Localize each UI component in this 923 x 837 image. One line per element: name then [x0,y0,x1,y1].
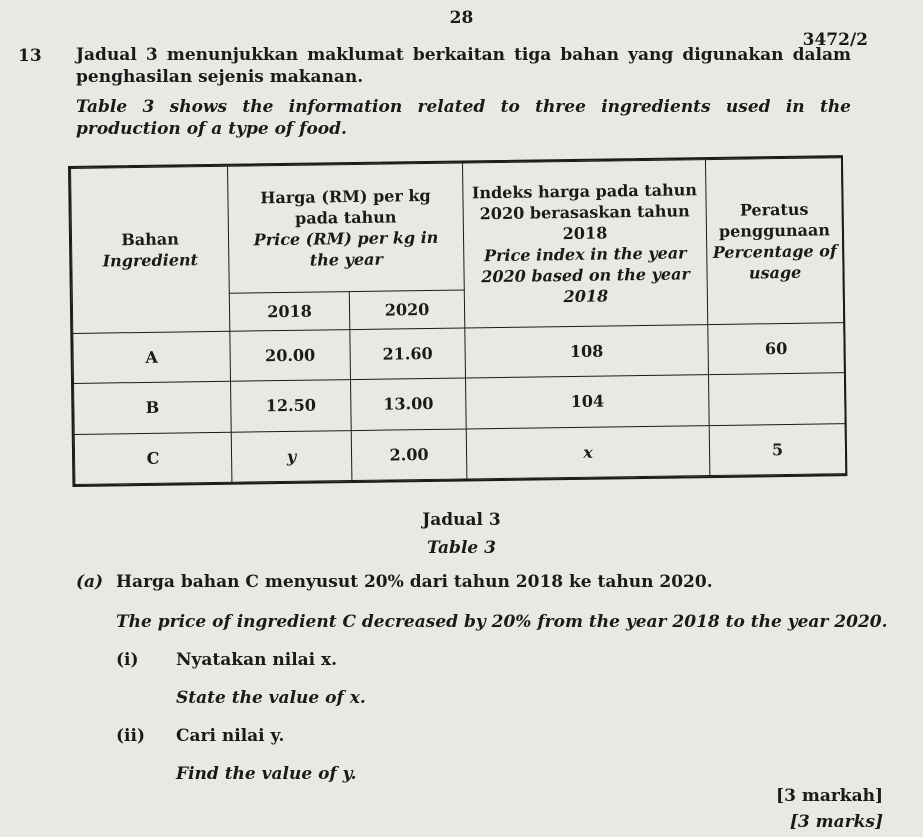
question-number: 13 [18,46,42,66]
cell-ingredient: B [74,382,232,435]
header-year-2018: 2018 [229,292,350,332]
ingredient-table [68,155,847,487]
cell-price-2020: 2.00 [351,429,467,481]
header-ingredient-ms: Bahan [121,229,179,250]
header-price-index [462,160,707,328]
sub-question-i-malay: Nyatakan nilai x. [176,650,338,670]
cell-price-2018: 12.50 [231,380,352,432]
cell-usage [708,373,845,425]
sub-question-i-label: (i) [116,650,139,670]
header-price-en: Price (RM) per kg in the year [253,227,439,270]
page-number: 28 [449,8,474,28]
table-row [74,423,846,484]
cell-usage: 60 [708,323,845,375]
cell-price-2018: y [231,430,352,482]
cell-ingredient: C [74,432,232,485]
cell-ingredient: A [73,331,231,384]
cell-price-2020: 21.60 [350,328,466,380]
header-usage-ms: Peratus penggunaan [718,199,831,241]
cell-price-2018: 20.00 [230,330,351,382]
header-usage-en: Percentage of usage [712,241,837,283]
sub-question-ii-label: (ii) [116,726,146,746]
marks-malay: [3 markah] [776,786,883,806]
header-year-2020: 2020 [349,290,465,330]
question-text-english: Table 3 shows the information related to three ingredients used in the production of a type of food. [76,97,851,139]
cell-usage: 5 [709,423,846,475]
cell-price-index: 108 [465,325,709,379]
header-index-ms: Indeks harga pada tahun 2020 berasaskan tahun 2018 [471,180,698,244]
part-a-text-english: The price of ingredient C decreased by 20% from the year 2018 to the year 2020. [116,612,888,632]
header-index-en: Price index in the year 2020 based on the year 2018 [481,243,690,307]
cell-price-2020: 13.00 [351,378,467,430]
sub-question-ii-malay: Cari nilai y. [176,726,285,746]
part-a-text-malay: Harga bahan C menyusut 20% dari tahun 2018 ke tahun 2020. [116,572,713,592]
header-ingredient [71,166,230,333]
table-caption-malay: Jadual 3 [422,510,501,530]
part-a-label: (a) [76,572,104,592]
header-price [228,163,465,293]
sub-question-ii-english: Find the value of y. [176,764,357,784]
table-caption-english: Table 3 [427,538,496,558]
sub-question-i-english: State the value of x. [176,688,366,708]
question-text-malay: Jadual 3 menunjukkan maklumat berkaitan tiga bahan yang digunakan dalam penghasilan sejenis makanan. [76,45,851,87]
marks-english: [3 marks] [789,812,883,832]
cell-price-index: x [466,425,710,479]
header-usage [705,158,843,325]
paper-code: 3472/2 [802,30,868,50]
cell-price-index: 104 [466,375,710,429]
header-price-ms: Harga (RM) per kg pada tahun [260,185,431,228]
header-ingredient-en: Ingredient [102,250,199,271]
